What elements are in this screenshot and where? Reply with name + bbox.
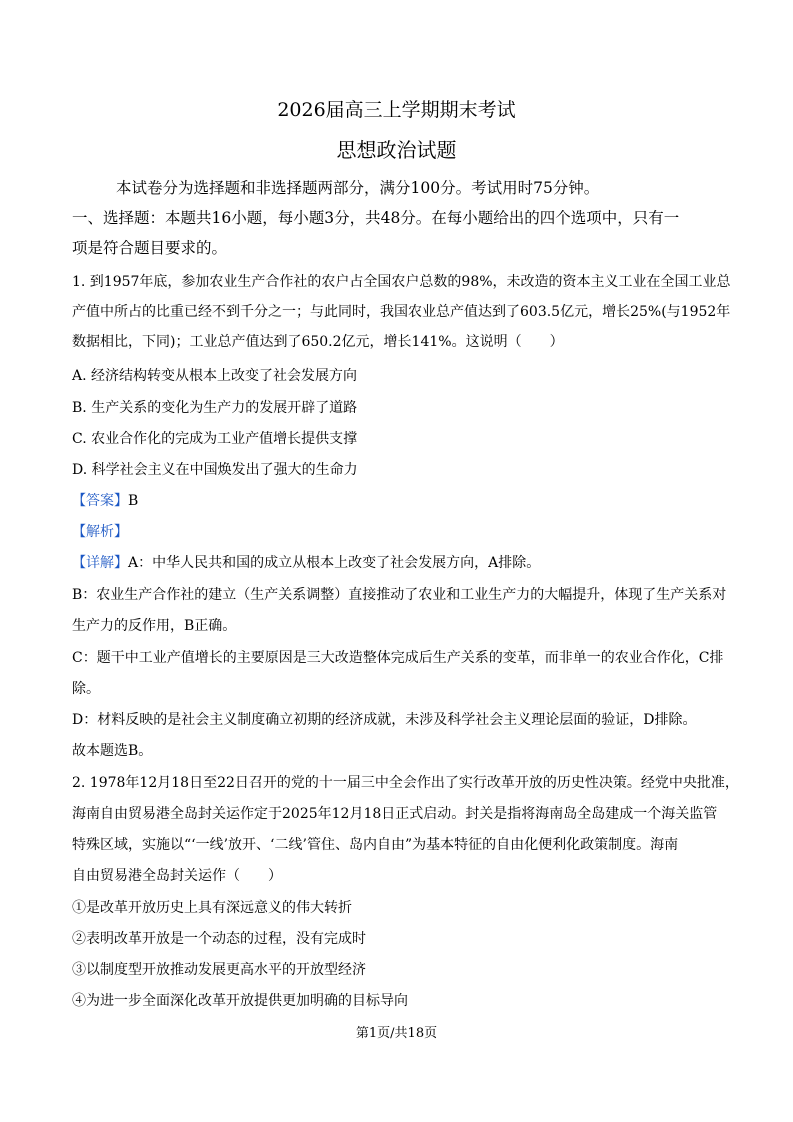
q1-explain-line2: 生产力的反作用，B正确。	[72, 618, 237, 634]
analysis-label: 【解析】	[72, 524, 128, 540]
q1-option-c: C. 农业合作化的完成为工业产值增长提供支撑	[72, 431, 358, 447]
detail-first-line: A：中华人民共和国的成立从根本上改变了社会发展方向，A排除。	[128, 555, 541, 571]
q1-explain-line1: B：农业生产合作社的建立（生产关系调整）直接推动了农业和工业生产力的大幅提升，体现了生产关系对	[72, 587, 727, 603]
q2-item-2: ②表明改革开放是一个动态的过程，没有完成时	[72, 931, 366, 947]
q2-stem-line3: 特殊区域，实施以“‘一线’放开、‘二线’管住、岛内自由”为基本特征的自由化便利化政策制度。海南	[72, 837, 679, 853]
q1-stem-line2: 产值中所占的比重已经不到千分之一；与此同时，我国农业总产值达到了603.5亿元，增长25%(与1952年	[72, 304, 731, 320]
q1-option-a: A. 经济结构转变从根本上改变了社会发展方向	[72, 368, 358, 384]
answer-label: 【答案】	[72, 493, 128, 509]
exam-intro: 本试卷分为选择题和非选择题两部分，满分100分。考试用时75分钟。	[116, 179, 600, 197]
q2-stem-line2: 海南自由贸易港全岛封关运作定于2025年12月18日正式启动。封关是指将海南岛全岛建成一个海关监管	[72, 806, 718, 822]
q1-stem-line1: 1. 到1957年底，参加农业生产合作社的农户占全国农户总数的98%，未改造的资本主义工业在全国工业总	[72, 274, 731, 290]
q1-option-b: B. 生产关系的变化为生产力的发展开辟了道路	[72, 400, 358, 416]
exam-subtitle: 思想政治试题	[336, 138, 457, 162]
q1-explain-line3: C：题干中工业产值增长的主要原因是三大改造整体完成后生产关系的变革，而非单一的农业合作化，C排	[72, 650, 724, 666]
q1-stem-line3: 数据相比，下同)；工业总产值达到了650.2亿元，增长141%。这说明（ ）	[72, 334, 564, 350]
exam-title: 2026届高三上学期期末考试	[277, 99, 516, 121]
answer-value: B	[128, 493, 139, 509]
q2-item-3: ③以制度型开放推动发展更高水平的开放型经济	[72, 962, 366, 978]
q1-option-d: D. 科学社会主义在中国焕发出了强大的生命力	[72, 462, 358, 478]
q1-explain-line5: D：材料反映的是社会主义制度确立初期的经济成就，未涉及科学社会主义理论层面的验证，D排除。	[72, 712, 697, 728]
q2-item-1: ①是改革开放历史上具有深远意义的伟大转折	[72, 900, 352, 916]
q2-item-4: ④为进一步全面深化改革开放提供更加明确的目标导向	[72, 993, 408, 1009]
q2-stem-line1: 2. 1978年12月18日至22日召开的党的十一届三中全会作出了实行改革开放的历史性决策。经党中央批准，	[72, 775, 739, 791]
q1-detail	[72, 553, 540, 573]
page-number: 第1页/共18页	[355, 1026, 438, 1041]
q1-explain-line4: 除。	[72, 681, 100, 697]
q2-stem-line4: 自由贸易港全岛封关运作（ ）	[72, 868, 282, 884]
section-heading-line1: 一、选择题：本题共16小题，每小题3分，共48分。在每小题给出的四个选项中，只有一	[72, 209, 680, 227]
q1-answer	[72, 491, 138, 511]
q1-conclusion: 故本题选B。	[72, 743, 153, 759]
detail-label: 【详解】	[72, 555, 128, 571]
section-heading-line2: 项是符合题目要求的。	[72, 239, 228, 257]
